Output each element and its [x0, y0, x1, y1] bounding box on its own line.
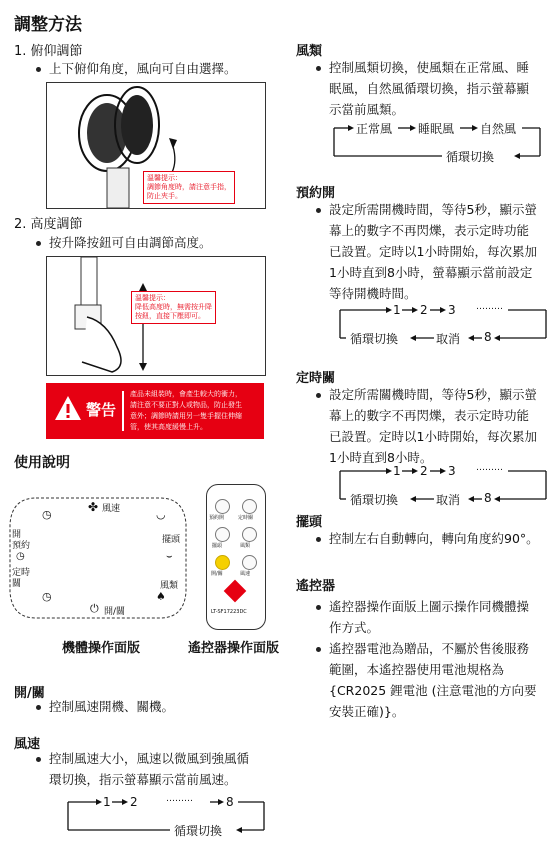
- warning-text: 產品未組裝時，會產生較大的衝力， 請注意不要正對人或物品，防止發生 意外；調節時請用另一隻手握住伸縮 管，使其高度緩慢上升。: [130, 390, 242, 431]
- mode-label: 風類: [160, 581, 179, 591]
- on-timer-label: 開 預約: [12, 530, 31, 551]
- warning-triangle-icon: [54, 395, 82, 421]
- power-bullet: 控制風速開機、關機。: [36, 696, 174, 717]
- body-control-panel: [6, 494, 190, 622]
- timer-off-icon[interactable]: ◷: [42, 590, 52, 603]
- fan-speed-icon[interactable]: ✤: [88, 500, 99, 514]
- clock-icon[interactable]: ◷: [16, 551, 25, 562]
- remote-bullet-1: 遙控器操作面版上圖示操作同機體操 作方式。: [316, 596, 529, 638]
- off-timer-bullet: 設定所需關機時間，等待5秒，顯示螢 幕上的數字不再閃爍，表示定時功能 已設置。定時以1小時開始，每次累加 1小時直到8小時。: [316, 384, 537, 468]
- warning-banner: [46, 383, 264, 439]
- body-panel-caption: 機體操作面版: [62, 641, 141, 656]
- on-timer-heading: 預約開: [296, 186, 336, 201]
- remote-power-button[interactable]: [215, 555, 230, 570]
- remote-model: LT-SF17223DC: [211, 609, 247, 615]
- off-timer-label: 定時 關: [12, 568, 31, 589]
- power-heading: 開/關: [14, 686, 45, 701]
- remote-heading: 遙控器: [296, 579, 336, 594]
- remote-speed-button[interactable]: [242, 555, 257, 570]
- speed-loop-label: 循環切換: [174, 824, 223, 838]
- power-icon[interactable]: ⏻: [90, 602, 99, 615]
- off-timer-heading: 定時關: [296, 371, 336, 386]
- speed-flow-diagram: 1 2 ……… 8 循環切換: [62, 794, 272, 840]
- remote-mode-button[interactable]: [242, 527, 257, 542]
- swing-heading: 擺頭: [296, 515, 323, 530]
- on-timer-bullet: 設定所需開機時間，等待5秒，顯示螢 幕上的數字不再閃爍，表示定時功能 已設置。定時以1小時開始，每次累加 1小時直到8小時，螢幕顯示當前設定 等待開機時間。: [316, 199, 537, 304]
- section-heading-tilt: 1. 俯仰調節: [14, 44, 83, 59]
- mode-flow-diagram: 正常風 睡眠風 自然風 循環切換: [330, 118, 554, 164]
- tilt-bullet: 上下俯仰角度，風向可自由選擇。: [36, 58, 237, 79]
- tilt-illustration: [46, 82, 266, 209]
- swing-bullet: 控制左右自動轉向，轉向角度約90°。: [316, 528, 539, 549]
- fan-speed-label: 風速: [102, 504, 121, 514]
- remote-panel-caption: 遙控器操作面版: [188, 641, 280, 656]
- height-bullet: 按升降按鈕可自由調節高度。: [36, 232, 212, 253]
- remote-bullet-2: 遙控器電池為贈品，不屬於售後服務 範圍，本遙控器使用電池規格為 {CR2025 鋰電池 (注意電池的方向要 安裝正確)}。: [316, 638, 537, 722]
- mode-heading: 風類: [296, 44, 323, 59]
- usage-heading: 使用說明: [14, 455, 70, 471]
- remote-control: 預約開 定時關 擺頭 風類 開/關 風速 LT-SF17223DC: [206, 484, 266, 630]
- height-tip: 溫馨提示： 降低高度時，無需按升降 按鈕，直接下壓即可。: [131, 291, 216, 324]
- height-illustration: [46, 256, 266, 376]
- remote-on-timer-button[interactable]: [215, 499, 230, 514]
- mode-bullet: 控制風類切換，使風類在正常風、睡 眠風，自然風循環切換，指示螢幕顯 示當前風類。: [316, 57, 529, 120]
- off-timer-flow-diagram: 1 2 3 ……… 循環切換 取消 8: [350, 463, 503, 507]
- remote-logo-icon: [224, 580, 247, 603]
- on-timer-flow-diagram: 1 2 3 ……… 循環切換 取消 8: [350, 302, 503, 346]
- swing-icon[interactable]: ⌣: [166, 551, 173, 562]
- section-heading-height: 2. 高度調節: [14, 217, 83, 232]
- power-label: 開/關: [104, 607, 126, 617]
- tilt-tip: 溫馨提示： 調節角度時，請注意手指， 防止夾手。: [143, 171, 235, 204]
- mode-loop-label: 循環切換: [446, 150, 495, 164]
- page-title: 調整方法: [14, 15, 82, 35]
- speed-bullet: 控制風速大小，風速以微風到強風循 環切換，指示螢幕顯示當前風速。: [36, 748, 249, 790]
- warning-label: 警告: [86, 401, 117, 419]
- mode-icon[interactable]: ♠: [156, 590, 166, 603]
- sleep-icon[interactable]: ◡: [156, 508, 166, 521]
- remote-off-timer-button[interactable]: [242, 499, 257, 514]
- speed-heading: 風速: [14, 737, 41, 752]
- remote-swing-button[interactable]: [215, 527, 230, 542]
- swing-label: 擺頭: [162, 535, 181, 545]
- timer-on-icon[interactable]: ◷: [42, 508, 52, 521]
